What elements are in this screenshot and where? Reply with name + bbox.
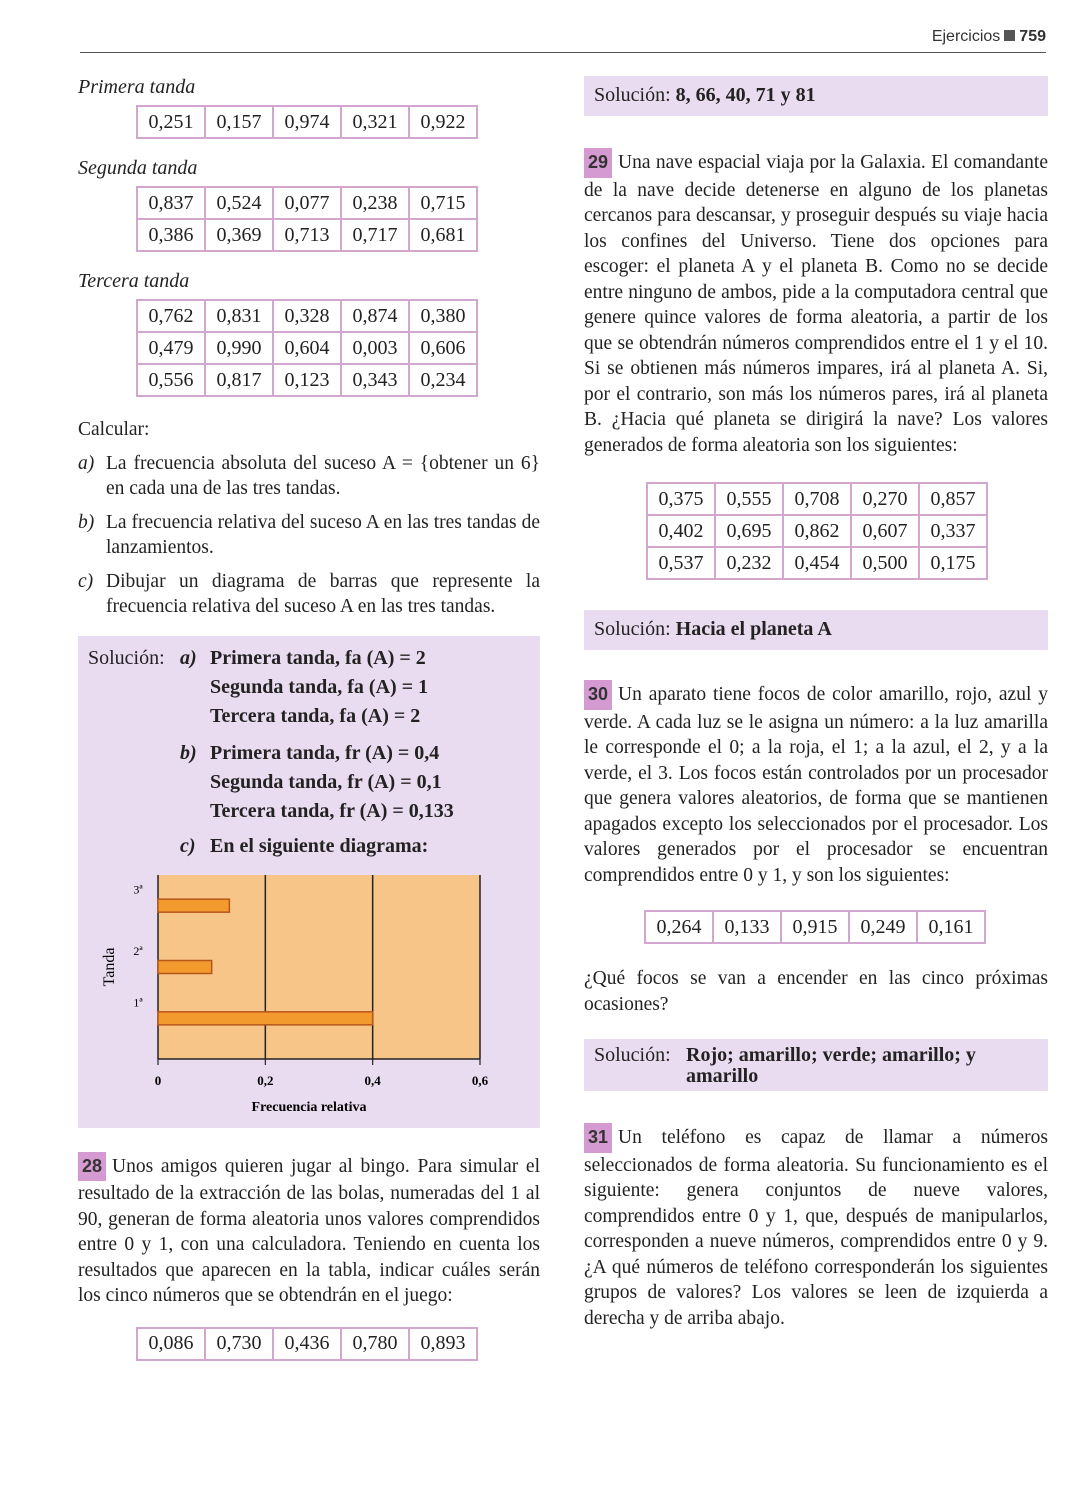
table-cell: 0,857 (919, 483, 987, 515)
table-cell: 0,133 (713, 911, 781, 943)
table-cell: 0,003 (341, 332, 409, 364)
item-text: La frecuencia relativa del suceso A en las tres tandas de lanzamientos. (106, 511, 540, 558)
table-row (137, 187, 477, 219)
right-column (584, 76, 1048, 1331)
exercise-29 (584, 148, 1048, 458)
table-row (647, 483, 987, 515)
solution-b-row (88, 739, 540, 826)
solution-30-box (584, 1039, 1048, 1091)
table-cell: 0,762 (137, 300, 205, 332)
solution-29-value: Hacia el planeta A (675, 618, 832, 640)
y-tick-label: 3ª (133, 882, 143, 897)
exercise-30-text: Un aparato tiene focos de color amarillo, rojo, azul y verde. A cada luz se le asigna un número: a la luz amarilla le corresponde el 0; a la roja, el 1; a la azul, el 2, y a la verde, el 3. Los focos están controlados por un procesador que genera valores aleatorios, de forma que se mantienen apagados excepto los seleccionados por el procesador. Los valores generados por el procesador se encuentran comprendidos entre 0 y 1, y son los siguientes: (584, 684, 1048, 886)
table-cell: 0,893 (409, 1328, 477, 1360)
tanda1-label: Primera tanda (78, 76, 196, 98)
list-item (78, 510, 540, 561)
solution-30-value: Rojo; amarillo; verde; amarillo; y amarillo (686, 1044, 976, 1087)
bar-2 (158, 960, 212, 973)
tanda2-label: Segunda tanda (78, 157, 198, 179)
table-cell: 0,123 (273, 364, 341, 396)
table-row (137, 364, 477, 396)
solution-c-line: En el siguiente diagrama: (210, 834, 429, 857)
tanda2-table (136, 186, 478, 252)
table-cell: 0,606 (409, 332, 477, 364)
item-text: Dibujar un diagrama de barras que represente la frecuencia relativa del suceso A en las tres tandas. (106, 570, 540, 617)
table-cell: 0,717 (341, 219, 409, 251)
table-cell: 0,436 (273, 1328, 341, 1360)
tanda3-table (136, 299, 478, 397)
table-cell: 0,713 (273, 219, 341, 251)
solution-b-letter: b) (180, 741, 197, 764)
question-list (78, 451, 540, 620)
table-cell: 0,369 (205, 219, 273, 251)
table-cell: 0,157 (205, 106, 273, 138)
solution-a-letter: a) (180, 646, 197, 669)
table-cell: 0,234 (409, 364, 477, 396)
table-cell: 0,607 (851, 515, 919, 547)
table-cell: 0,537 (647, 547, 715, 579)
table-cell: 0,479 (137, 332, 205, 364)
table-cell: 0,375 (647, 483, 715, 515)
table-cell: 0,874 (341, 300, 409, 332)
exercise-30-question: ¿Qué focos se van a encender en las cinco próximas ocasiones? (584, 968, 1048, 1015)
item-letter: c) (78, 570, 94, 592)
solution-line: Primera tanda, fa (A) = 2 (210, 646, 426, 669)
item-letter: b) (78, 511, 95, 533)
table-cell: 0,264 (645, 911, 713, 943)
solution-28-box (584, 76, 1048, 116)
list-item (78, 569, 540, 620)
item-text: La frecuencia absoluta del suceso A = {obtener un 6} en cada una de las tres tandas. (106, 452, 540, 499)
table-cell: 0,232 (715, 547, 783, 579)
solution-line: Segunda tanda, fa (A) = 1 (210, 675, 429, 698)
table-cell: 0,922 (409, 106, 477, 138)
table-row (137, 332, 477, 364)
table-cell: 0,454 (783, 547, 851, 579)
exercise-number-30: 30 (584, 680, 612, 710)
table-cell: 0,086 (137, 1328, 205, 1360)
x-tick-label: 0,4 (364, 1072, 381, 1088)
solution-line: Segunda tanda, fr (A) = 0,1 (210, 770, 442, 793)
x-tick-label: 0,2 (257, 1072, 274, 1088)
solution-line: Tercera tanda, fa (A) = 2 (210, 704, 421, 727)
table-cell: 0,555 (715, 483, 783, 515)
table-row (647, 515, 987, 547)
table-cell: 0,380 (409, 300, 477, 332)
table-cell: 0,238 (341, 187, 409, 219)
x-axis-label: Frecuencia relativa (251, 1099, 367, 1115)
table-cell: 0,974 (273, 106, 341, 138)
table-cell: 0,780 (341, 1328, 409, 1360)
exercise-number-29: 29 (584, 148, 612, 178)
y-axis-label: Tanda (101, 947, 118, 986)
calcular-text: Calcular: (78, 419, 150, 440)
exercise-31-text: Un teléfono es capaz de llamar a números seleccionados de forma aleatoria. Su funcionamiento es el siguiente: genera conjuntos de nueve valores, comprendidos entre 0 y 1, que, después de manipularlos, corresponden a nueve números, comprendidos entre 0 y 9. ¿A qué números de teléfono corresponderán los siguientes grupos de valores? Los valores se leen de izquierda a derecha y de arriba abajo. (584, 1127, 1048, 1329)
table-cell: 0,249 (849, 911, 917, 943)
table-cell: 0,831 (205, 300, 273, 332)
table-cell: 0,175 (919, 547, 987, 579)
exercise-number-28: 28 (78, 1152, 106, 1182)
solution-c-letter: c) (180, 834, 196, 857)
table-cell: 0,077 (273, 187, 341, 219)
solution-a-lines (210, 644, 428, 731)
table-cell: 0,681 (409, 219, 477, 251)
table-cell: 0,862 (783, 515, 851, 547)
table-cell: 0,328 (273, 300, 341, 332)
table-row (137, 300, 477, 332)
table-cell: 0,715 (409, 187, 477, 219)
solution-label: Solución: (594, 618, 671, 640)
table-cell: 0,837 (137, 187, 205, 219)
table-cell: 0,500 (851, 547, 919, 579)
bar-chart (78, 867, 518, 1137)
exercise-29-table (646, 482, 988, 580)
tanda3-label: Tercera tanda (78, 270, 190, 292)
header-right (932, 28, 1046, 46)
exercise-28-text: Unos amigos quieren jugar al bingo. Para simular el resultado de la extracción de las bolas, numeradas del 1 al 90, generan de forma aleatoria unos valores comprendidos entre 0 y 1, con una calculadora. Teniendo en cuenta los resultados que aparecen en la tabla, indicar cuáles serán los cinco números que se obtendrán en el juego: (78, 1155, 540, 1306)
table-cell: 0,251 (137, 106, 205, 138)
table-cell: 0,817 (205, 364, 273, 396)
table-cell: 0,524 (205, 187, 273, 219)
table-row (137, 219, 477, 251)
table-cell: 0,695 (715, 515, 783, 547)
solution-label: Solución: (594, 1044, 671, 1066)
table-cell: 0,915 (781, 911, 849, 943)
bar-3 (158, 899, 229, 912)
solution-27-box (78, 636, 540, 1128)
table-cell: 0,321 (341, 106, 409, 138)
table-row (137, 106, 477, 138)
table-cell: 0,708 (783, 483, 851, 515)
exercise-31 (584, 1123, 1048, 1331)
exercise-29-text: Una nave espacial viaja por la Galaxia. El comandante de la nave decide detenerse en alguno de los planetas cercanos para descansar, y proseguir después su viaje hacia los confines del Universo. Tiene dos opciones para escoger: el planeta A y el planeta B. Como no se decide entre ninguno de ambos, pide a la computadora central que genere quince valores de forma aleatoria, a partir de los que se obtendrán números comprendidos entre el 1 y el 10. Si se obtienen más números impares, irá al planeta A. Si, por el contrario, son más los números pares, irá al planeta B. ¿Hacia qué planeta se dirigirá la nave? Los valores generados de forma aleatoria son los siguientes: (584, 152, 1048, 456)
x-tick-label: 0,6 (471, 1072, 489, 1088)
solution-line: Primera tanda, fr (A) = 0,4 (210, 741, 440, 764)
table-cell: 0,730 (205, 1328, 273, 1360)
table-cell: 0,990 (205, 332, 273, 364)
tanda1-table (136, 105, 478, 139)
table-cell: 0,556 (137, 364, 205, 396)
left-column (78, 76, 540, 1361)
y-tick-label: 1ª (133, 994, 143, 1009)
table-cell: 0,386 (137, 219, 205, 251)
table-cell: 0,337 (919, 515, 987, 547)
solution-label: Solución: (594, 84, 671, 106)
solution-label: Solución: (88, 646, 165, 669)
list-item (78, 451, 540, 502)
page-number: 759 (1019, 28, 1046, 45)
table-cell: 0,161 (917, 911, 985, 943)
exercise-28 (78, 1152, 540, 1309)
exercise-28-table (136, 1327, 478, 1361)
exercise-30 (584, 680, 1048, 888)
solution-b-lines (210, 739, 454, 826)
solution-29-box (584, 610, 1048, 650)
exercise-number-31: 31 (584, 1123, 612, 1153)
table-cell: 0,402 (647, 515, 715, 547)
bar-1 (158, 1011, 373, 1024)
square-icon (1004, 30, 1015, 41)
solution-28-value: 8, 66, 40, 71 y 81 (675, 84, 816, 106)
solution-line: Tercera tanda, fr (A) = 0,133 (210, 799, 454, 822)
solution-c-row (88, 832, 540, 861)
page-header (80, 28, 1046, 53)
solution-a-row (88, 644, 540, 731)
x-tick-label: 0 (154, 1072, 162, 1088)
table-row (137, 1328, 477, 1360)
table-cell: 0,270 (851, 483, 919, 515)
exercise-30-table (644, 910, 986, 944)
item-letter: a) (78, 452, 95, 474)
y-tick-label: 2ª (133, 943, 143, 958)
table-cell: 0,604 (273, 332, 341, 364)
section-title: Ejercicios (931, 28, 1001, 45)
table-row (645, 911, 985, 943)
table-cell: 0,343 (341, 364, 409, 396)
table-row (647, 547, 987, 579)
